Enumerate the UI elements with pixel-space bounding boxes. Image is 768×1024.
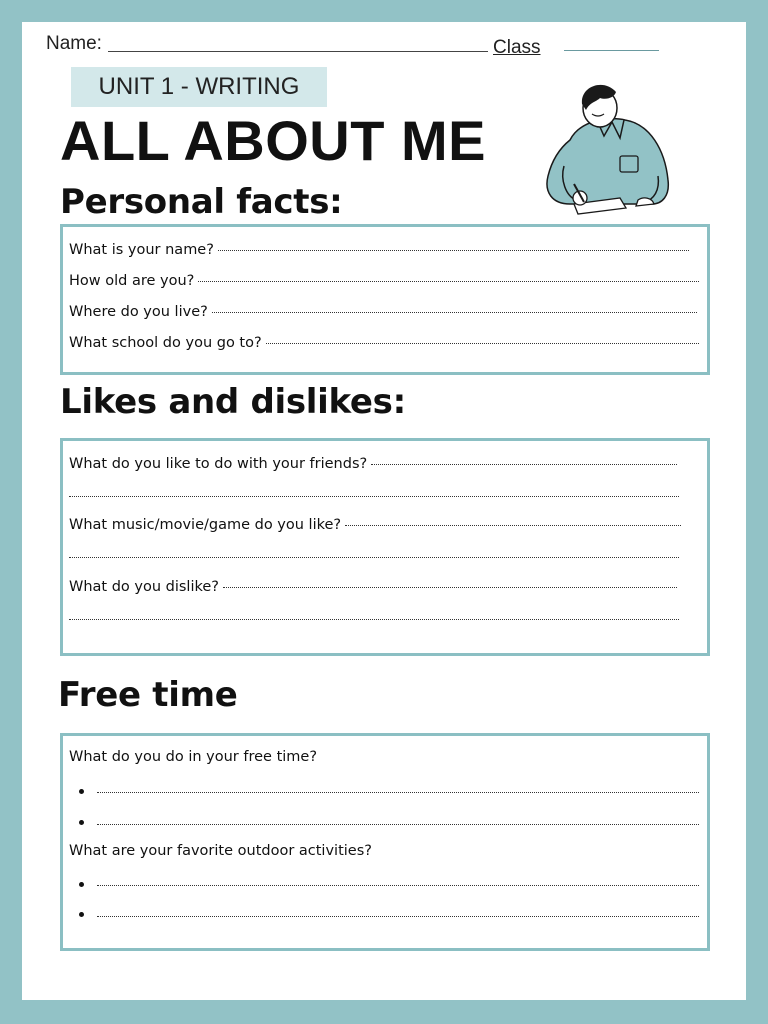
question-label: What do you do in your free time? [69,749,318,765]
person-writing-illustration [540,80,690,216]
section-heading-free-time: Free time [58,675,238,715]
bullet-icon [79,820,84,825]
answer-line[interactable] [223,586,677,588]
answer-line[interactable] [97,916,699,917]
question-row[interactable] [69,456,677,472]
question-row[interactable] [69,242,689,258]
answer-line[interactable] [218,249,689,251]
name-label: Name: [46,33,102,54]
name-line[interactable] [108,51,488,52]
unit-tag: UNIT 1 - WRITING [71,67,327,107]
answer-line[interactable] [97,824,699,825]
class-line[interactable] [564,50,659,51]
question-row[interactable] [69,335,699,351]
question-label: Where do you live? [69,304,208,320]
question-row[interactable] [69,579,677,595]
likes-dislikes-box [60,438,710,656]
class-label: Class [493,37,541,58]
question-label: What do you dislike? [69,579,219,595]
answer-line[interactable] [69,619,679,620]
section-heading-likes: Likes and dislikes: [60,382,406,422]
bullet-icon [79,789,84,794]
answer-line[interactable] [371,463,677,465]
worksheet-page [22,22,746,1000]
page-title: ALL ABOUT ME [60,109,486,172]
question-row[interactable] [69,304,697,320]
answer-line[interactable] [345,524,681,526]
question-label: What do you like to do with your friends? [69,456,368,472]
question-label: What is your name? [69,242,214,258]
free-time-box [60,733,710,951]
question-label: How old are you? [69,273,195,289]
answer-line[interactable] [212,311,697,313]
answer-line[interactable] [69,557,679,558]
answer-line[interactable] [69,496,679,497]
question-label: What are your favorite outdoor activities? [69,843,372,859]
question-row[interactable] [69,273,699,289]
bullet-icon [79,882,84,887]
section-heading-personal: Personal facts: [60,182,343,222]
bullet-icon [79,912,84,917]
question-row[interactable] [69,517,681,533]
answer-line[interactable] [198,280,699,282]
answer-line[interactable] [266,342,699,344]
answer-line[interactable] [97,792,699,793]
question-label: What music/movie/game do you like? [69,517,342,533]
answer-line[interactable] [97,885,699,886]
question-label: What school do you go to? [69,335,262,351]
personal-facts-box [60,224,710,375]
